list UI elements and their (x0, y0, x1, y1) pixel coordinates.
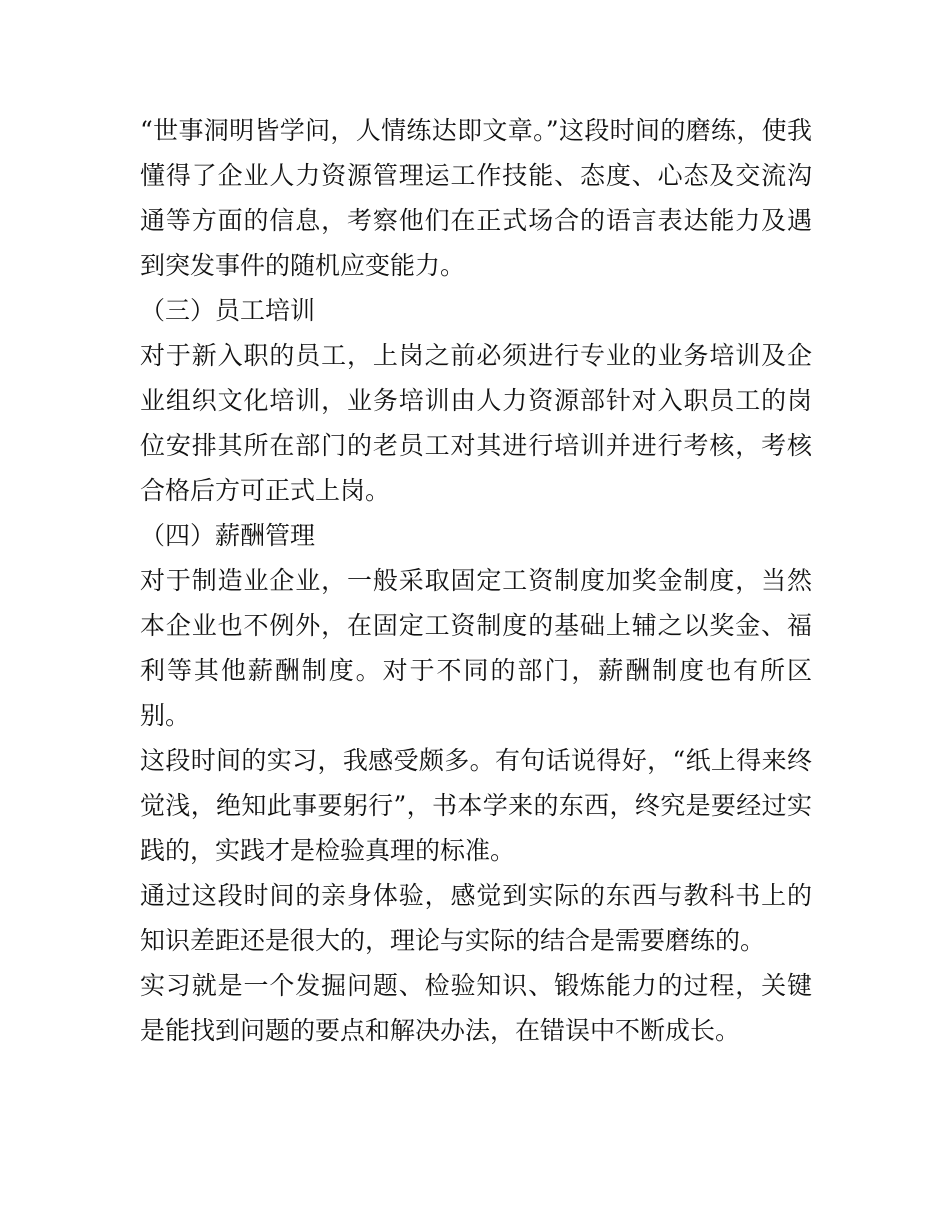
paragraph-internship-reflection: 这段时间的实习，我感受颇多。有句话说得好，“纸上得来终觉浅，绝知此事要躬行”，书本学来的东西，终究是要经过实践的，实践才是检验真理的标准。 (140, 746, 812, 865)
paragraph-theory-practice: 通过这段时间的亲身体验，感觉到实际的东西与教科书上的知识差距还是很大的，理论与实际的结合是需要磨练的。 (140, 881, 812, 955)
section-heading-compensation-management: （四）薪酬管理 (140, 521, 316, 550)
document-page (140, 108, 812, 1053)
paragraph-employee-training: 对于新入职的员工，上岗之前必须进行专业的业务培训及企业组织文化培训，业务培训由人力资源部针对入职员工的岗位安排其所在部门的老员工对其进行培训并进行考核，考核合格后方可正式上岗。 (140, 341, 812, 505)
section-heading-employee-training: （三）员工培训 (140, 296, 316, 325)
paragraph-conclusion: 实习就是一个发掘问题、检验知识、锻炼能力的过程，关键是能找到问题的要点和解决办法，在错误中不断成长。 (140, 971, 812, 1045)
paragraph-workplace-skills: “世事洞明皆学问，人情练达即文章。”这段时间的磨练，使我懂得了企业人力资源管理运工作技能、态度、心态及交流沟通等方面的信息，考察他们在正式场合的语言表达能力及遇到突发事件的随机应变能力。 (140, 116, 812, 280)
paragraph-compensation: 对于制造业企业，一般采取固定工资制度加奖金制度，当然本企业也不例外，在固定工资制度的基础上辅之以奖金、福利等其他薪酬制度。对于不同的部门，薪酬制度也有所区别。 (140, 566, 812, 730)
